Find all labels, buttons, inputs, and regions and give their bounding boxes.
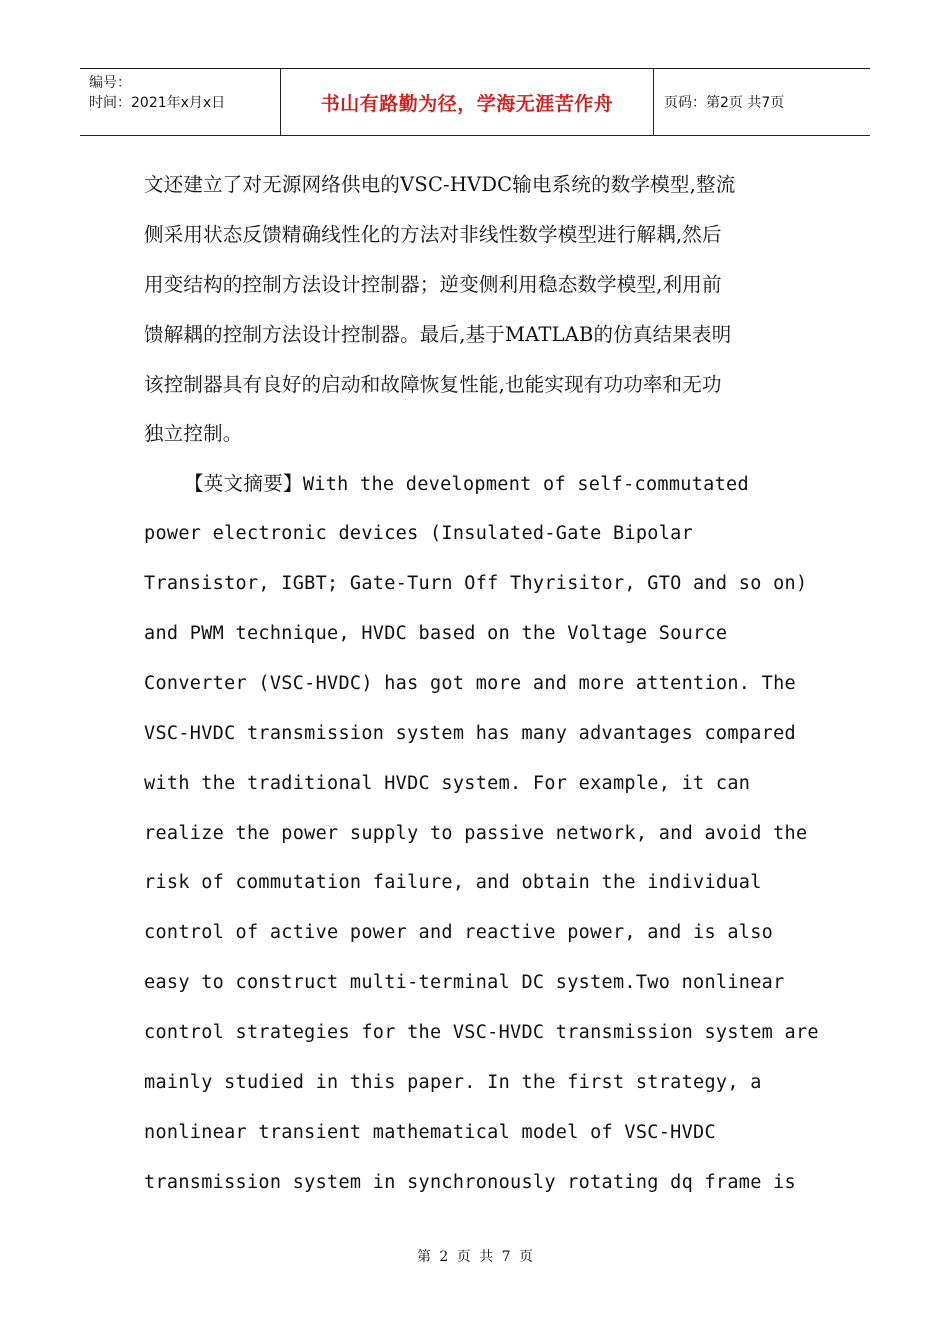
text-line: control strategies for the VSC-HVDC transmission system are — [144, 1022, 819, 1044]
header-meta — [80, 69, 281, 135]
date-label: 时间：2021年x月x日 — [89, 95, 226, 111]
text-line: Converter (VSC-HVDC) has got more and more attention. The — [144, 672, 796, 694]
text-line: transmission system in synchronously rotating dq frame is — [144, 1171, 796, 1193]
text-line: 用变结构的控制方法设计控制器；逆变侧利用稳态数学模型,利用前 — [144, 272, 722, 296]
abstract-first-line — [144, 459, 824, 509]
text-line: with the traditional HVDC system. For example, it can — [144, 772, 751, 794]
text-line: 文还建立了对无源网络供电的VSC-HVDC输电系统的数学模型,整流 — [144, 173, 736, 196]
page-header — [80, 68, 870, 136]
page-footer: 第 2 页 共 7 页 — [416, 1249, 534, 1265]
document-body — [144, 160, 824, 1208]
text-line: nonlinear transient mathematical model of VSC-HVDC — [144, 1121, 716, 1143]
text-line: easy to construct multi-terminal DC system.Two nonlinear — [144, 972, 785, 994]
text-line: 侧采用状态反馈精确线性化的方法对非线性数学模型进行解耦,然后 — [144, 222, 722, 246]
text-line: 该控制器具有良好的启动和故障恢复性能,也能实现有功功率和无功 — [144, 372, 722, 396]
text-line: Transistor, IGBT; Gate-Turn Off Thyrisitor, GTO and so on) — [144, 573, 808, 595]
text-line: mainly studied in this paper. In the first strategy, a — [144, 1072, 762, 1094]
text-line: realize the power supply to passive network, and avoid the — [144, 822, 808, 844]
text-line: power electronic devices (Insulated-Gate Bipolar — [144, 523, 694, 545]
text-line: 馈解耦的控制方法设计控制器。最后,基于MATLAB的仿真结果表明 — [144, 322, 732, 346]
text-line: and PWM technique, HVDC based on the Voltage Source — [144, 623, 728, 645]
text-line: control of active power and reactive power, and is also — [144, 922, 774, 944]
header-motto: 书山有路勤为径，学海无涯苦作舟 — [281, 69, 654, 135]
abstract-tag: 【英文摘要】 — [184, 472, 303, 496]
header-page-info: 页码：第2页 共7页 — [664, 95, 785, 111]
text-line: risk of commutation failure, and obtain the individual — [144, 872, 762, 894]
abstract-first-text: With the development of self-commutated — [302, 474, 749, 496]
text-line: 独立控制。 — [144, 422, 243, 446]
text-line: VSC-HVDC transmission system has many advantages compared — [144, 722, 796, 744]
serial-number-label: 编号： — [89, 75, 131, 91]
